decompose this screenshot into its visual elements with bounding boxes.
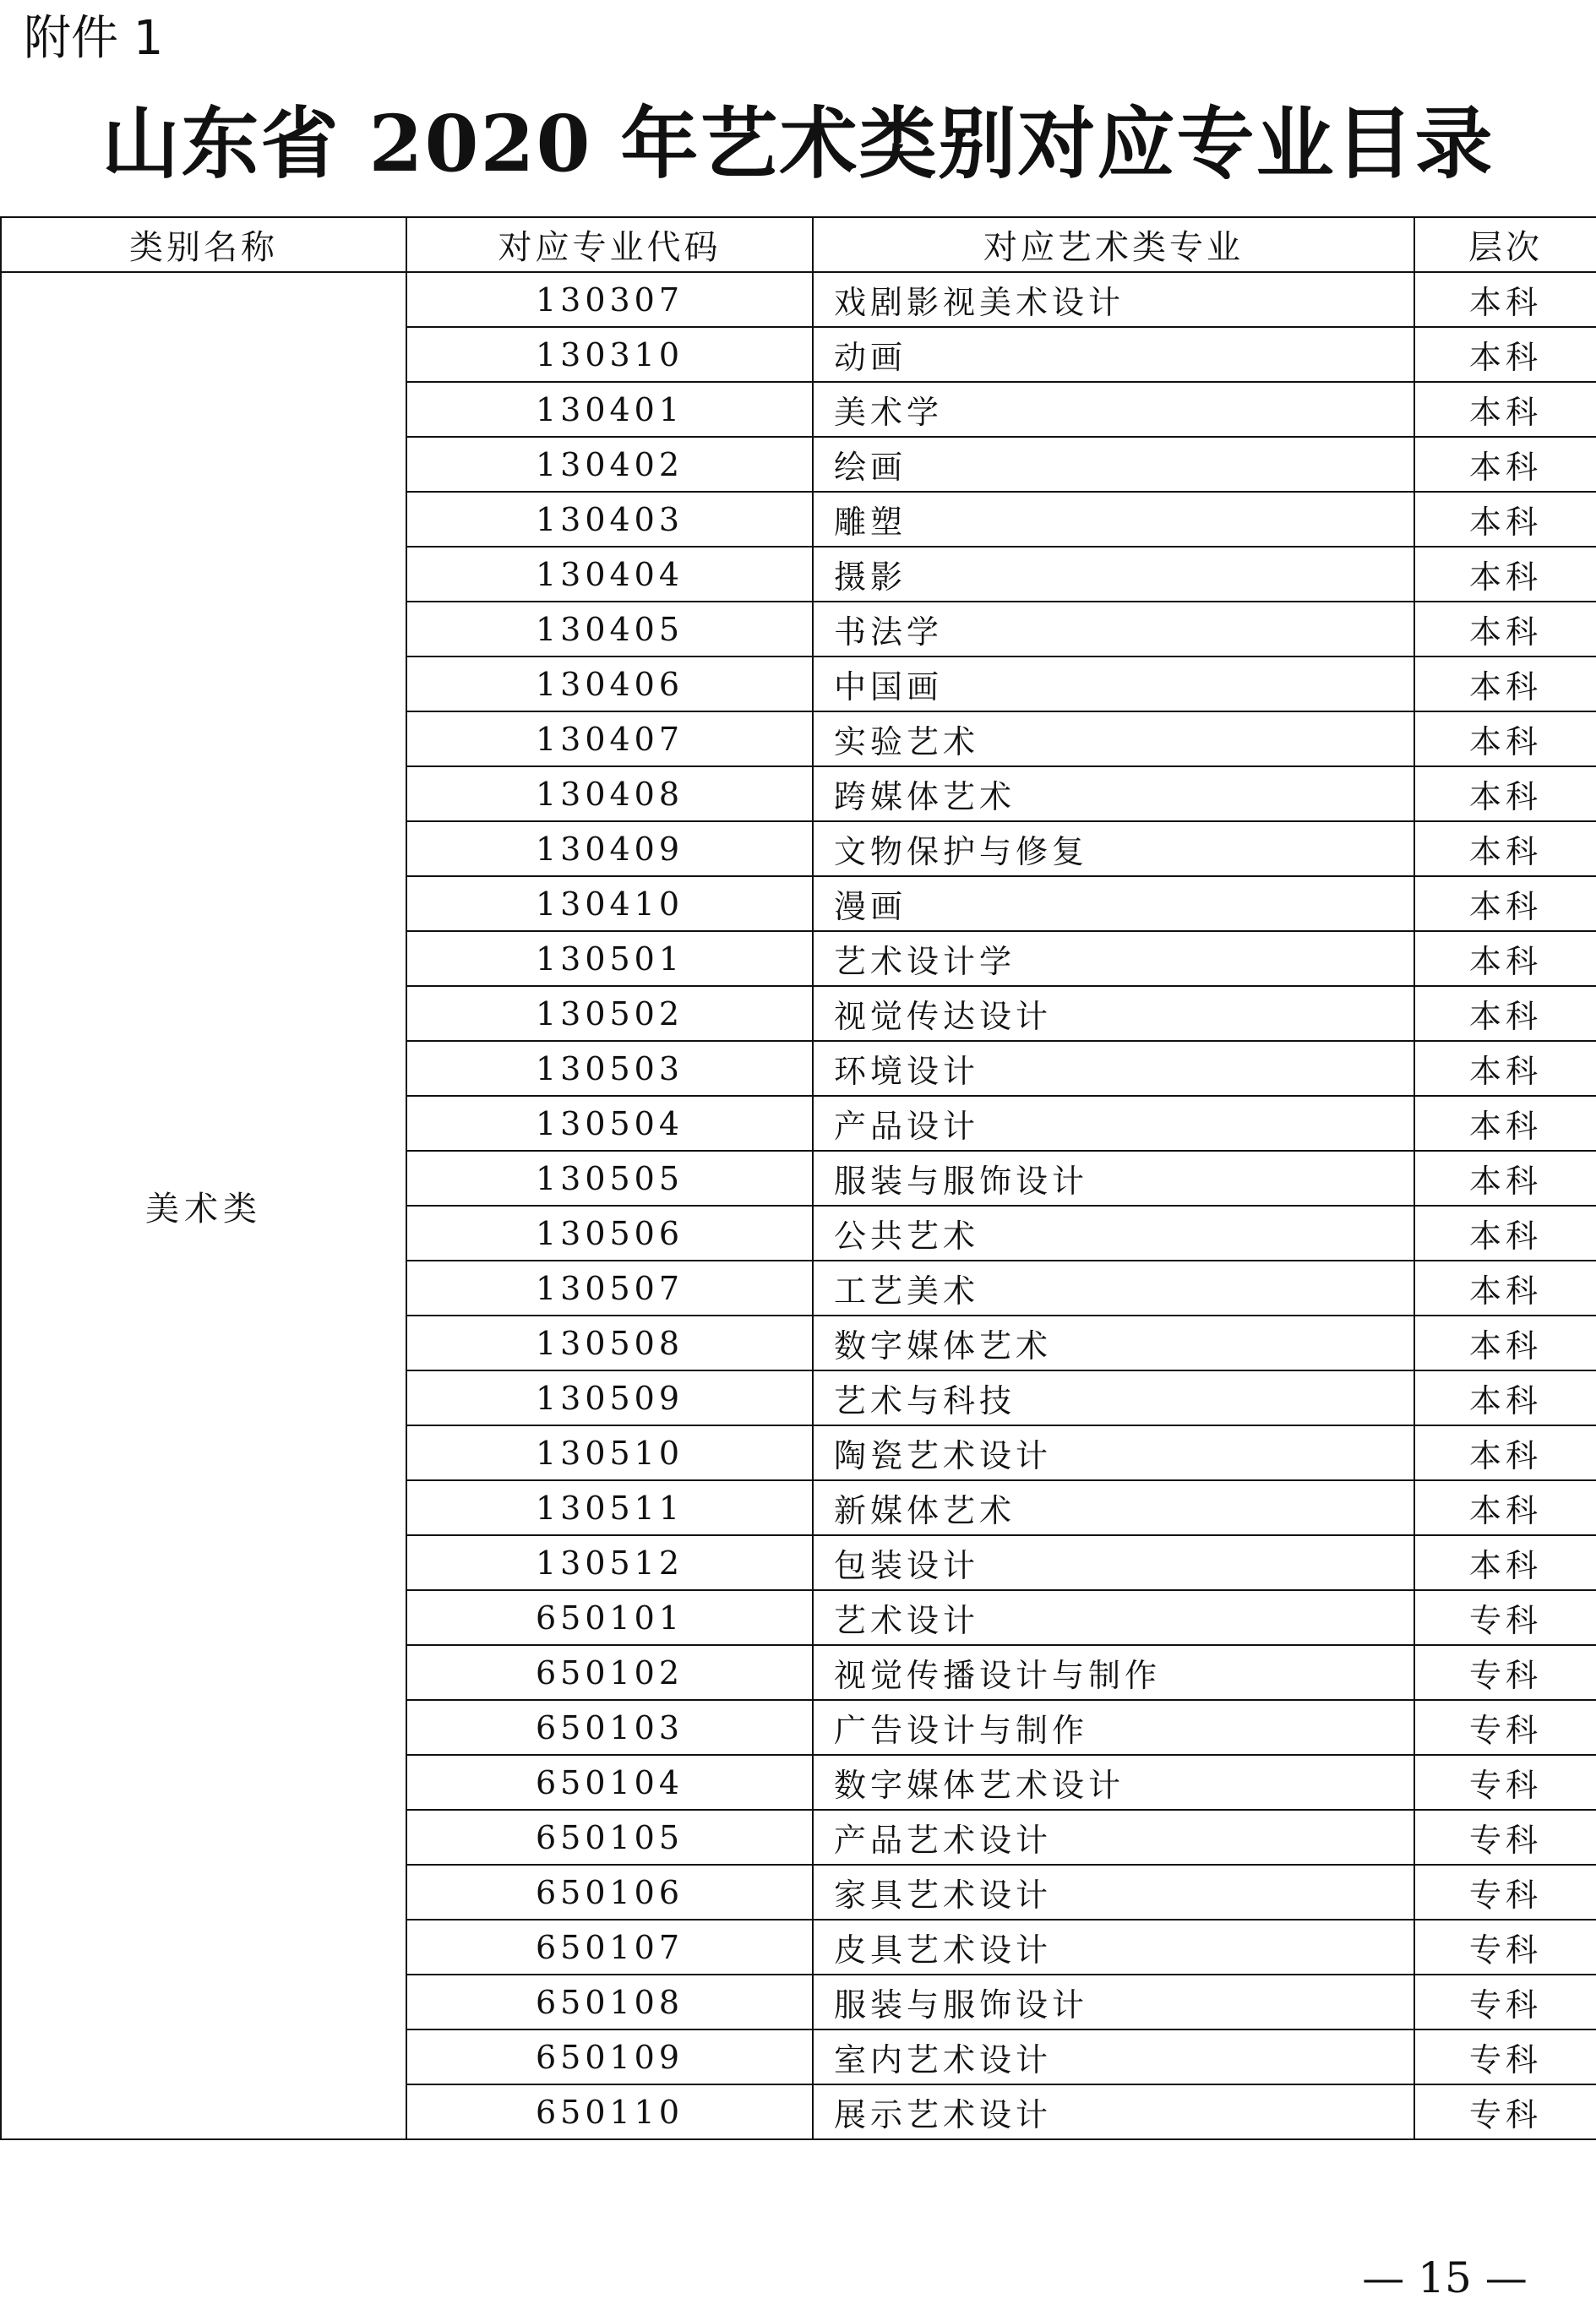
major-code-cell: 130501 xyxy=(406,931,813,986)
level-cell: 本科 xyxy=(1414,1206,1596,1261)
major-code-cell: 130511 xyxy=(406,1480,813,1535)
level-cell: 专科 xyxy=(1414,2084,1596,2139)
level-cell: 专科 xyxy=(1414,1700,1596,1755)
major-name-cell: 中国画 xyxy=(813,656,1414,711)
major-code-cell: 130505 xyxy=(406,1151,813,1206)
major-name-cell: 雕塑 xyxy=(813,492,1414,547)
level-cell: 本科 xyxy=(1414,272,1596,327)
major-name-cell: 产品设计 xyxy=(813,1096,1414,1151)
major-code-cell: 130406 xyxy=(406,656,813,711)
major-code-cell: 130409 xyxy=(406,821,813,876)
major-code-cell: 650104 xyxy=(406,1755,813,1810)
major-name-cell: 艺术与科技 xyxy=(813,1370,1414,1425)
level-cell: 专科 xyxy=(1414,1920,1596,1975)
major-name-cell: 美术学 xyxy=(813,382,1414,437)
major-name-cell: 艺术设计 xyxy=(813,1590,1414,1645)
level-cell: 本科 xyxy=(1414,656,1596,711)
major-code-cell: 130510 xyxy=(406,1425,813,1480)
level-cell: 专科 xyxy=(1414,1645,1596,1700)
header-row xyxy=(1,217,1596,272)
major-name-cell: 视觉传播设计与制作 xyxy=(813,1645,1414,1700)
major-name-cell: 产品艺术设计 xyxy=(813,1810,1414,1865)
major-code-cell: 130408 xyxy=(406,766,813,821)
major-code-cell: 650101 xyxy=(406,1590,813,1645)
major-name-cell: 艺术设计学 xyxy=(813,931,1414,986)
level-cell: 本科 xyxy=(1414,602,1596,656)
major-name-cell: 展示艺术设计 xyxy=(813,2084,1414,2139)
major-code-cell: 130506 xyxy=(406,1206,813,1261)
major-name-cell: 实验艺术 xyxy=(813,711,1414,766)
major-name-cell: 广告设计与制作 xyxy=(813,1700,1414,1755)
category-cell: 美术类 xyxy=(1,272,406,2139)
level-cell: 本科 xyxy=(1414,1041,1596,1096)
major-name-cell: 漫画 xyxy=(813,876,1414,931)
major-name-cell: 摄影 xyxy=(813,547,1414,602)
level-cell: 本科 xyxy=(1414,1370,1596,1425)
level-cell: 本科 xyxy=(1414,1316,1596,1370)
major-name-cell: 包装设计 xyxy=(813,1535,1414,1590)
major-name-cell: 皮具艺术设计 xyxy=(813,1920,1414,1975)
major-code-cell: 130502 xyxy=(406,986,813,1041)
major-name-cell: 动画 xyxy=(813,327,1414,382)
table-body xyxy=(1,272,1596,2139)
major-name-cell: 工艺美术 xyxy=(813,1261,1414,1316)
major-code-cell: 130407 xyxy=(406,711,813,766)
major-name-cell: 戏剧影视美术设计 xyxy=(813,272,1414,327)
level-cell: 本科 xyxy=(1414,1425,1596,1480)
column-header-major: 对应艺术类专业 xyxy=(813,217,1414,272)
major-name-cell: 视觉传达设计 xyxy=(813,986,1414,1041)
major-code-cell: 650109 xyxy=(406,2029,813,2084)
attachment-label: 附件 1 xyxy=(24,11,164,66)
major-name-cell: 绘画 xyxy=(813,437,1414,492)
major-code-cell: 130512 xyxy=(406,1535,813,1590)
level-cell: 专科 xyxy=(1414,1865,1596,1920)
major-code-cell: 650103 xyxy=(406,1700,813,1755)
column-header-code: 对应专业代码 xyxy=(406,217,813,272)
level-cell: 本科 xyxy=(1414,492,1596,547)
major-name-cell: 书法学 xyxy=(813,602,1414,656)
major-code-cell: 130404 xyxy=(406,547,813,602)
major-name-cell: 室内艺术设计 xyxy=(813,2029,1414,2084)
major-code-cell: 130507 xyxy=(406,1261,813,1316)
major-code-cell: 130403 xyxy=(406,492,813,547)
column-header-level: 层次 xyxy=(1414,217,1596,272)
major-name-cell: 数字媒体艺术 xyxy=(813,1316,1414,1370)
major-code-cell: 650108 xyxy=(406,1975,813,2029)
major-code-cell: 130405 xyxy=(406,602,813,656)
level-cell: 本科 xyxy=(1414,711,1596,766)
major-code-cell: 130307 xyxy=(406,272,813,327)
column-header-category: 类别名称 xyxy=(1,217,406,272)
level-cell: 本科 xyxy=(1414,1535,1596,1590)
level-cell: 专科 xyxy=(1414,1975,1596,2029)
major-name-cell: 文物保护与修复 xyxy=(813,821,1414,876)
page-title: 山东省 2020 年艺术类别对应专业目录 xyxy=(101,98,1495,189)
major-code-cell: 130509 xyxy=(406,1370,813,1425)
table-header xyxy=(1,217,1596,272)
major-name-cell: 家具艺术设计 xyxy=(813,1865,1414,1920)
major-code-cell: 650107 xyxy=(406,1920,813,1975)
major-name-cell: 服装与服饰设计 xyxy=(813,1151,1414,1206)
level-cell: 专科 xyxy=(1414,1590,1596,1645)
major-code-cell: 130508 xyxy=(406,1316,813,1370)
level-cell: 本科 xyxy=(1414,1151,1596,1206)
major-catalog-table xyxy=(0,216,1596,2140)
level-cell: 本科 xyxy=(1414,1261,1596,1316)
major-name-cell: 服装与服饰设计 xyxy=(813,1975,1414,2029)
level-cell: 本科 xyxy=(1414,986,1596,1041)
level-cell: 专科 xyxy=(1414,1755,1596,1810)
major-code-cell: 130402 xyxy=(406,437,813,492)
level-cell: 本科 xyxy=(1414,821,1596,876)
major-code-cell: 130504 xyxy=(406,1096,813,1151)
major-code-cell: 130401 xyxy=(406,382,813,437)
major-code-cell: 650102 xyxy=(406,1645,813,1700)
level-cell: 本科 xyxy=(1414,382,1596,437)
level-cell: 本科 xyxy=(1414,437,1596,492)
level-cell: 本科 xyxy=(1414,876,1596,931)
level-cell: 本科 xyxy=(1414,766,1596,821)
level-cell: 本科 xyxy=(1414,1096,1596,1151)
major-name-cell: 陶瓷艺术设计 xyxy=(813,1425,1414,1480)
level-cell: 专科 xyxy=(1414,2029,1596,2084)
major-code-cell: 650110 xyxy=(406,2084,813,2139)
level-cell: 本科 xyxy=(1414,547,1596,602)
major-code-cell: 130410 xyxy=(406,876,813,931)
major-name-cell: 环境设计 xyxy=(813,1041,1414,1096)
level-cell: 专科 xyxy=(1414,1810,1596,1865)
major-name-cell: 新媒体艺术 xyxy=(813,1480,1414,1535)
major-code-cell: 130503 xyxy=(406,1041,813,1096)
major-code-cell: 130310 xyxy=(406,327,813,382)
major-name-cell: 数字媒体艺术设计 xyxy=(813,1755,1414,1810)
page-number: — 15 — xyxy=(1362,2253,1528,2302)
level-cell: 本科 xyxy=(1414,931,1596,986)
major-name-cell: 公共艺术 xyxy=(813,1206,1414,1261)
major-name-cell: 跨媒体艺术 xyxy=(813,766,1414,821)
major-code-cell: 650106 xyxy=(406,1865,813,1920)
level-cell: 本科 xyxy=(1414,327,1596,382)
level-cell: 本科 xyxy=(1414,1480,1596,1535)
table-row xyxy=(1,272,1596,327)
major-code-cell: 650105 xyxy=(406,1810,813,1865)
